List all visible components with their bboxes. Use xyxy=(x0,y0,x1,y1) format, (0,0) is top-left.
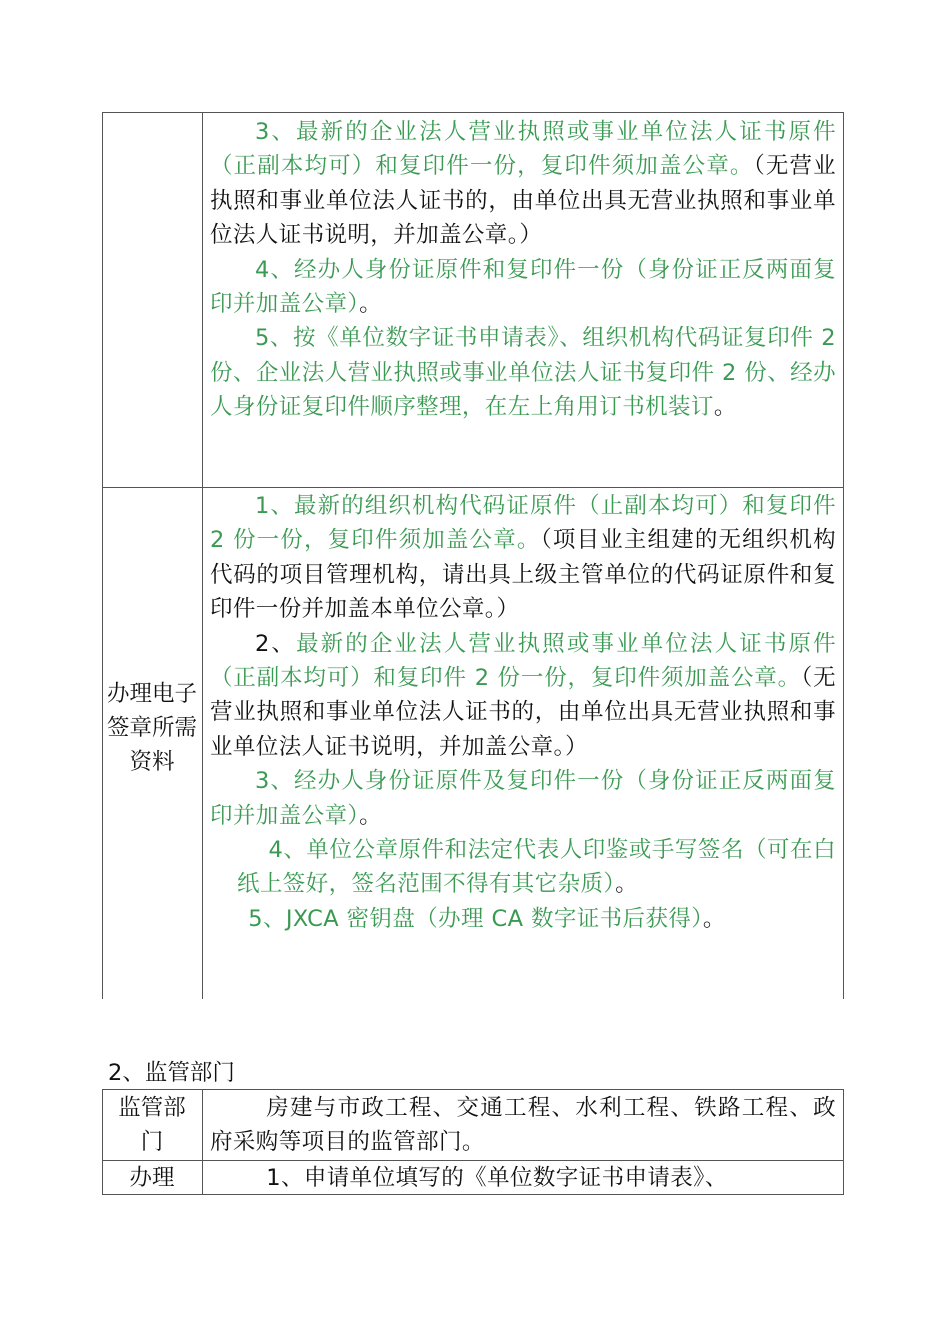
section-heading-supervision: 2、监管部门 xyxy=(108,1060,235,1086)
supervision-table xyxy=(102,1089,844,1195)
row-2-item-1 xyxy=(210,489,836,627)
table-row-divider xyxy=(102,487,844,488)
materials-table xyxy=(102,112,844,999)
row-2-item-4-green: 4、单位公章原件和法定代表人印鉴或手写签名（可在白纸上签好，签名范围不得有其它杂质） xyxy=(237,837,836,898)
row-2-item-5 xyxy=(210,902,836,936)
row-2-item-3-black: 。 xyxy=(359,802,382,829)
row-2-item-1-green: 1、最新的组织机构代码证原件（止副本均可）和复印件 2 份一份，复印件须加盖公章。 xyxy=(210,493,836,554)
row-1-item-3-black: （无营业执照和事业单位法人证书的，由单位出具无营业执照和事业单位法人证书说明，并加盖公章。） xyxy=(210,153,837,249)
row-2-content xyxy=(210,489,836,936)
row-2-item-2-num: 2、 xyxy=(255,630,297,657)
row-2-item-4-black: 。 xyxy=(615,871,638,898)
row-2-item-2 xyxy=(210,627,836,765)
table2-row-2-content xyxy=(210,1161,836,1195)
table2-row-2-text: 1、申请单位填写的《单位数字证书申请表》、 xyxy=(266,1165,728,1191)
row-2-label xyxy=(102,677,202,779)
table-border-right xyxy=(843,112,844,999)
table-column-divider xyxy=(202,112,203,999)
row-2-item-5-green: 5、JXCA 密钥盘（办理 CA 数字证书后获得） xyxy=(248,905,703,932)
table2-row-1-label-text: 监管部门 xyxy=(118,1095,186,1155)
row-1-item-5 xyxy=(210,321,836,424)
row-2-item-1-black: （项目业主组建的无组织机构代码的项目管理机构，请出具上级主管单位的代码证原件和复印件一份并加盖本单位公章。） xyxy=(210,527,837,623)
table2-border-right xyxy=(843,1089,844,1195)
row-1-item-4-green: 4、经办人身份证原件和复印件一份（身份证正反两面复印并加盖公章） xyxy=(210,256,836,318)
row-1-item-4 xyxy=(210,253,836,322)
row-2-label-text: 办理电子签章所需资料 xyxy=(106,681,197,775)
row-1-item-3-green: 3、最新的企业法人营业执照或事业单位法人证书原件（正副本均可）和复印件一份，复印件须加盖公章。 xyxy=(210,119,836,180)
row-2-item-2-black: （无营业执照和事业单位法人证书的，由单位出具无营业执照和事业单位法人证书说明，并加盖公章。） xyxy=(210,665,836,760)
row-1-content xyxy=(210,115,836,425)
table2-row-1-text: 房建与市政工程、交通工程、水利工程、铁路工程、政府采购等项目的监管部门。 xyxy=(210,1095,836,1156)
table2-border-top xyxy=(102,1089,844,1090)
table2-row-2-label: 办理 xyxy=(129,1165,175,1191)
row-1-item-5-black: 。 xyxy=(713,394,737,421)
table2-column-divider xyxy=(202,1089,203,1195)
row-2-item-2-green: 最新的企业法人营业执照或事业单位法人证书原件（正副本均可）和复印件 2 份一份，复印件须加盖公章。 xyxy=(210,630,836,692)
row-2-item-4 xyxy=(210,833,836,902)
row-1-item-3 xyxy=(210,115,836,253)
row-2-item-3-green: 3、经办人身份证原件及复印件一份（身份证正反两面复印并加盖公章） xyxy=(210,768,836,829)
row-2-item-5-black: 。 xyxy=(702,905,726,932)
table2-row-1-content xyxy=(210,1091,836,1160)
table2-row-1-label xyxy=(102,1091,202,1159)
table-border-top xyxy=(102,112,844,113)
table-row-1-label-cell xyxy=(102,112,202,487)
row-2-item-3 xyxy=(210,764,836,833)
row-1-item-4-black: 。 xyxy=(359,291,382,318)
row-1-item-5-green: 5、按《单位数字证书申请表》、组织机构代码证复印件 2 份、企业法人营业执照或事业单位法人证书复印件 2 份、经办人身份证复印件顺序整理，在左上角用订书机装订 xyxy=(210,325,836,421)
